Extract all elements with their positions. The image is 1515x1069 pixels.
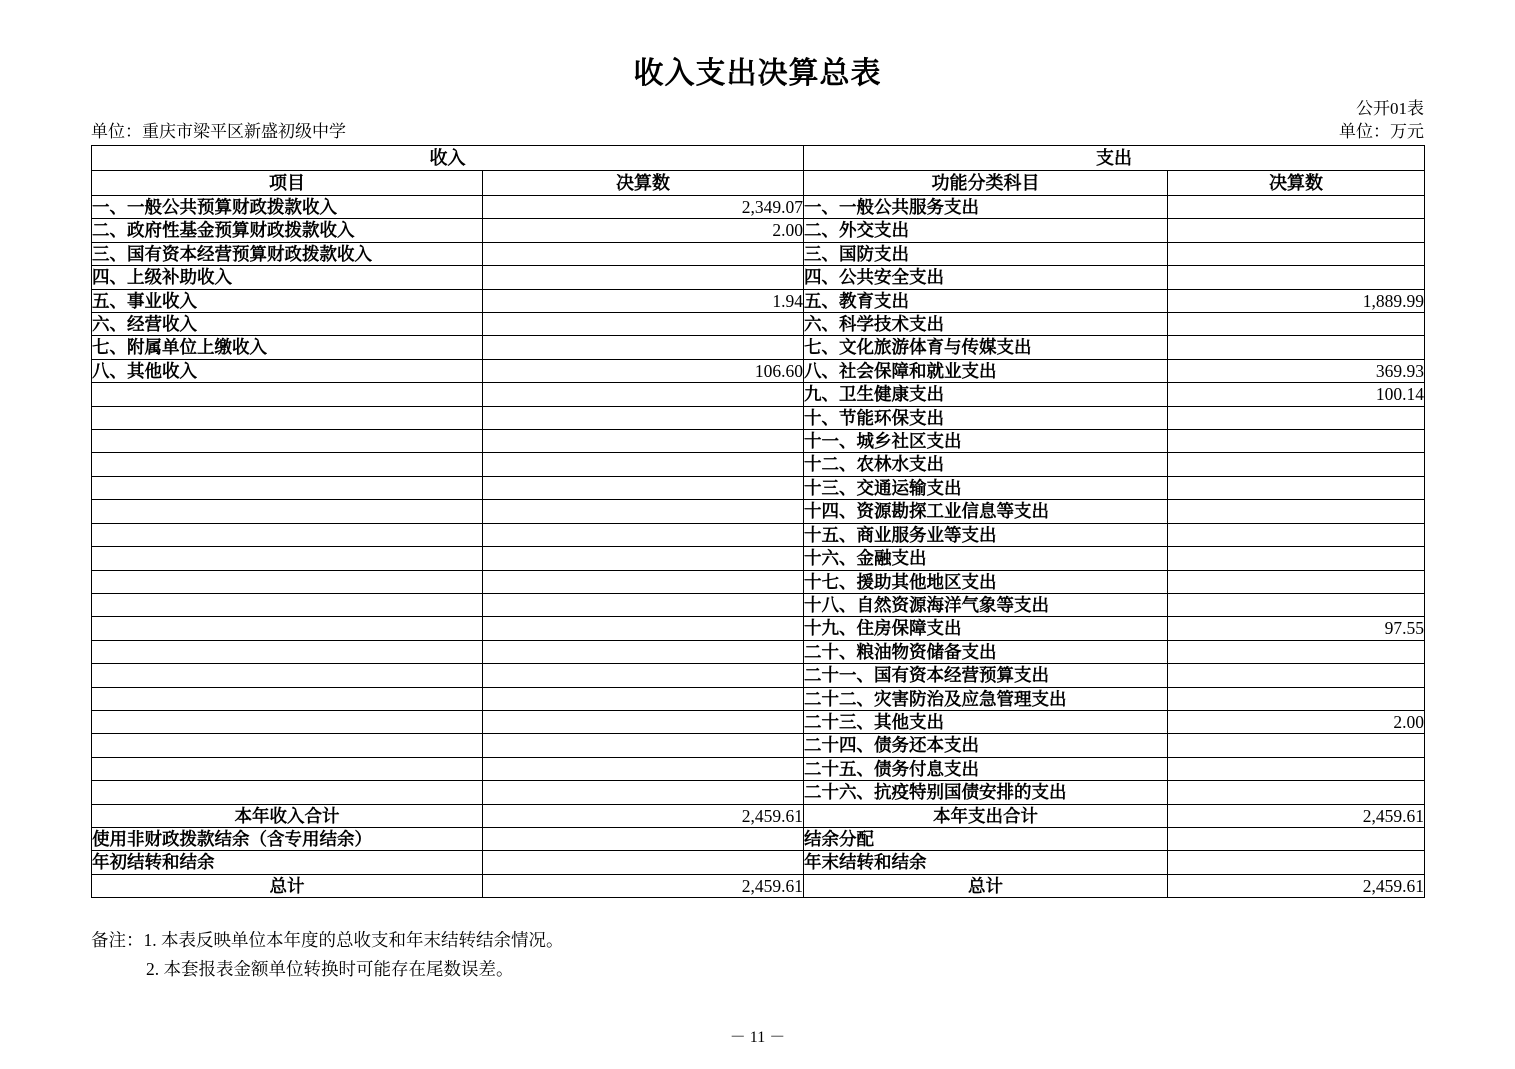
income-section-header: 收入 [92, 146, 804, 171]
table-row [92, 547, 1425, 570]
income-value-cell [483, 406, 804, 429]
income-item-cell [92, 570, 483, 593]
col-header-income-amount: 决算数 [483, 171, 804, 196]
income-value-cell [483, 336, 804, 359]
table-row [92, 219, 1425, 242]
expense-value-cell [1168, 500, 1425, 523]
expense-value-cell [1168, 406, 1425, 429]
note-line-2: 2. 本套报表金额单位转换时可能存在尾数误差。 [146, 959, 514, 979]
expense-item-cell: 总计 [804, 874, 1168, 897]
income-item-cell: 使用非财政拨款结余（含专用结余） [92, 827, 483, 850]
expense-item-cell: 十一、城乡社区支出 [804, 430, 1168, 453]
income-value-cell [483, 827, 804, 850]
income-value-cell [483, 453, 804, 476]
income-item-cell: 三、国有资本经营预算财政拨款收入 [92, 242, 483, 265]
expense-value-cell [1168, 664, 1425, 687]
table-row [92, 710, 1425, 733]
income-value-cell [483, 734, 804, 757]
table-row [92, 523, 1425, 546]
income-value-cell [483, 687, 804, 710]
expense-value-cell: 2,459.61 [1168, 804, 1425, 827]
income-item-cell: 五、事业收入 [92, 289, 483, 312]
expense-value-cell [1168, 781, 1425, 804]
table-row [92, 640, 1425, 663]
income-value-cell [483, 781, 804, 804]
income-value-cell [483, 710, 804, 733]
income-item-cell [92, 593, 483, 616]
income-value-cell [483, 757, 804, 780]
expense-value-cell [1168, 196, 1425, 219]
expense-item-cell: 本年支出合计 [804, 804, 1168, 827]
expense-item-cell: 二十五、债务付息支出 [804, 757, 1168, 780]
expense-value-cell: 369.93 [1168, 359, 1425, 382]
income-item-cell: 一、一般公共预算财政拨款收入 [92, 196, 483, 219]
expense-value-cell [1168, 453, 1425, 476]
table-row [92, 313, 1425, 336]
income-item-cell [92, 664, 483, 687]
expense-item-cell: 十、节能环保支出 [804, 406, 1168, 429]
table-row [92, 617, 1425, 640]
expense-value-cell [1168, 851, 1425, 874]
table-row [92, 476, 1425, 499]
income-item-cell [92, 453, 483, 476]
table-row [92, 664, 1425, 687]
summary-row [92, 874, 1425, 897]
income-value-cell [483, 313, 804, 336]
income-value-cell: 1.94 [483, 289, 804, 312]
notes-block [91, 926, 564, 984]
income-value-cell [483, 523, 804, 546]
expense-value-cell [1168, 313, 1425, 336]
expense-item-cell: 二十三、其他支出 [804, 710, 1168, 733]
income-value-cell [483, 242, 804, 265]
income-value-cell: 2,349.07 [483, 196, 804, 219]
income-item-cell [92, 406, 483, 429]
expense-value-cell [1168, 687, 1425, 710]
unit-row [91, 117, 1424, 142]
expense-item-cell: 十七、援助其他地区支出 [804, 570, 1168, 593]
expense-item-cell: 年末结转和结余 [804, 851, 1168, 874]
expense-item-cell: 四、公共安全支出 [804, 266, 1168, 289]
income-value-cell: 106.60 [483, 359, 804, 382]
income-expense-table [91, 145, 1425, 898]
income-value-cell [483, 266, 804, 289]
table-row [92, 242, 1425, 265]
expense-item-cell: 结余分配 [804, 827, 1168, 850]
summary-row [92, 804, 1425, 827]
expense-value-cell: 97.55 [1168, 617, 1425, 640]
income-value-cell: 2,459.61 [483, 874, 804, 897]
expense-item-cell: 八、社会保障和就业支出 [804, 359, 1168, 382]
income-item-cell [92, 687, 483, 710]
col-header-income-item: 项目 [92, 171, 483, 196]
summary-row [92, 851, 1425, 874]
expense-item-cell: 十九、住房保障支出 [804, 617, 1168, 640]
expense-value-cell [1168, 523, 1425, 546]
expense-item-cell: 七、文化旅游体育与传媒支出 [804, 336, 1168, 359]
table-row [92, 266, 1425, 289]
table-row [92, 593, 1425, 616]
table-row [92, 406, 1425, 429]
income-value-cell [483, 476, 804, 499]
expense-value-cell [1168, 476, 1425, 499]
table-row [92, 500, 1425, 523]
income-item-cell [92, 547, 483, 570]
income-item-cell: 四、上级补助收入 [92, 266, 483, 289]
income-item-cell [92, 383, 483, 406]
expense-item-cell: 二十一、国有资本经营预算支出 [804, 664, 1168, 687]
table-row [92, 383, 1425, 406]
income-item-cell: 年初结转和结余 [92, 851, 483, 874]
income-value-cell [483, 617, 804, 640]
expense-value-cell [1168, 266, 1425, 289]
unit-currency: 单位：万元 [1339, 122, 1424, 141]
income-value-cell [483, 500, 804, 523]
col-header-expense-amount: 决算数 [1168, 171, 1425, 196]
income-item-cell [92, 617, 483, 640]
expense-item-cell: 十四、资源勘探工业信息等支出 [804, 500, 1168, 523]
expense-value-cell [1168, 757, 1425, 780]
expense-item-cell: 十三、交通运输支出 [804, 476, 1168, 499]
column-header-row [92, 171, 1425, 196]
table-row [92, 734, 1425, 757]
income-item-cell [92, 640, 483, 663]
expense-item-cell: 二十二、灾害防治及应急管理支出 [804, 687, 1168, 710]
income-item-cell: 二、政府性基金预算财政拨款收入 [92, 219, 483, 242]
expense-item-cell: 五、教育支出 [804, 289, 1168, 312]
income-value-cell [483, 851, 804, 874]
income-value-cell [483, 593, 804, 616]
income-item-cell: 本年收入合计 [92, 804, 483, 827]
expense-value-cell [1168, 593, 1425, 616]
income-item-cell [92, 430, 483, 453]
expense-item-cell: 十二、农林水支出 [804, 453, 1168, 476]
expense-value-cell: 1,889.99 [1168, 289, 1425, 312]
expense-value-cell [1168, 827, 1425, 850]
table-row [92, 289, 1425, 312]
table-row [92, 336, 1425, 359]
table-row [92, 430, 1425, 453]
table-row [92, 687, 1425, 710]
expense-item-cell: 二、外交支出 [804, 219, 1168, 242]
page-title: 收入支出决算总表 [633, 57, 882, 90]
expense-item-cell: 十八、自然资源海洋气象等支出 [804, 593, 1168, 616]
table-row [92, 196, 1425, 219]
expense-item-cell: 一、一般公共服务支出 [804, 196, 1168, 219]
expense-item-cell: 二十、粮油物资储备支出 [804, 640, 1168, 663]
table-row [92, 453, 1425, 476]
expense-value-cell [1168, 336, 1425, 359]
expense-item-cell: 三、国防支出 [804, 242, 1168, 265]
table-row [92, 359, 1425, 382]
income-value-cell [483, 430, 804, 453]
expense-item-cell: 十六、金融支出 [804, 547, 1168, 570]
note-line-1: 备注：1. 本表反映单位本年度的总收支和年末结转结余情况。 [91, 930, 564, 950]
income-item-cell [92, 476, 483, 499]
expense-value-cell: 100.14 [1168, 383, 1425, 406]
expense-value-cell [1168, 734, 1425, 757]
income-item-cell: 八、其他收入 [92, 359, 483, 382]
income-value-cell: 2.00 [483, 219, 804, 242]
expense-item-cell: 二十六、抗疫特别国债安排的支出 [804, 781, 1168, 804]
income-item-cell [92, 757, 483, 780]
col-header-expense-category: 功能分类科目 [804, 171, 1168, 196]
expense-item-cell: 九、卫生健康支出 [804, 383, 1168, 406]
table-row [92, 757, 1425, 780]
unit-name: 单位：重庆市梁平区新盛初级中学 [91, 122, 346, 141]
income-value-cell [483, 664, 804, 687]
expense-value-cell [1168, 430, 1425, 453]
income-value-cell [483, 547, 804, 570]
table-row [92, 781, 1425, 804]
income-item-cell: 六、经营收入 [92, 313, 483, 336]
income-item-cell [92, 781, 483, 804]
expense-item-cell: 十五、商业服务业等支出 [804, 523, 1168, 546]
table-number-label: 公开01表 [1356, 99, 1424, 118]
section-header-row [92, 146, 1425, 171]
expense-item-cell: 六、科学技术支出 [804, 313, 1168, 336]
expense-value-cell: 2.00 [1168, 710, 1425, 733]
income-value-cell [483, 640, 804, 663]
expense-item-cell: 二十四、债务还本支出 [804, 734, 1168, 757]
expense-value-cell [1168, 242, 1425, 265]
page-number: － 11 － [729, 1029, 786, 1046]
income-item-cell [92, 710, 483, 733]
expense-value-cell [1168, 640, 1425, 663]
expense-value-cell [1168, 547, 1425, 570]
income-item-cell: 总计 [92, 874, 483, 897]
table-row [92, 570, 1425, 593]
income-item-cell: 七、附属单位上缴收入 [92, 336, 483, 359]
income-value-cell: 2,459.61 [483, 804, 804, 827]
income-item-cell [92, 734, 483, 757]
summary-row [92, 827, 1425, 850]
income-value-cell [483, 570, 804, 593]
expense-value-cell [1168, 219, 1425, 242]
expense-value-cell [1168, 570, 1425, 593]
income-item-cell [92, 500, 483, 523]
income-item-cell [92, 523, 483, 546]
expense-value-cell: 2,459.61 [1168, 874, 1425, 897]
income-value-cell [483, 383, 804, 406]
expense-section-header: 支出 [804, 146, 1425, 171]
